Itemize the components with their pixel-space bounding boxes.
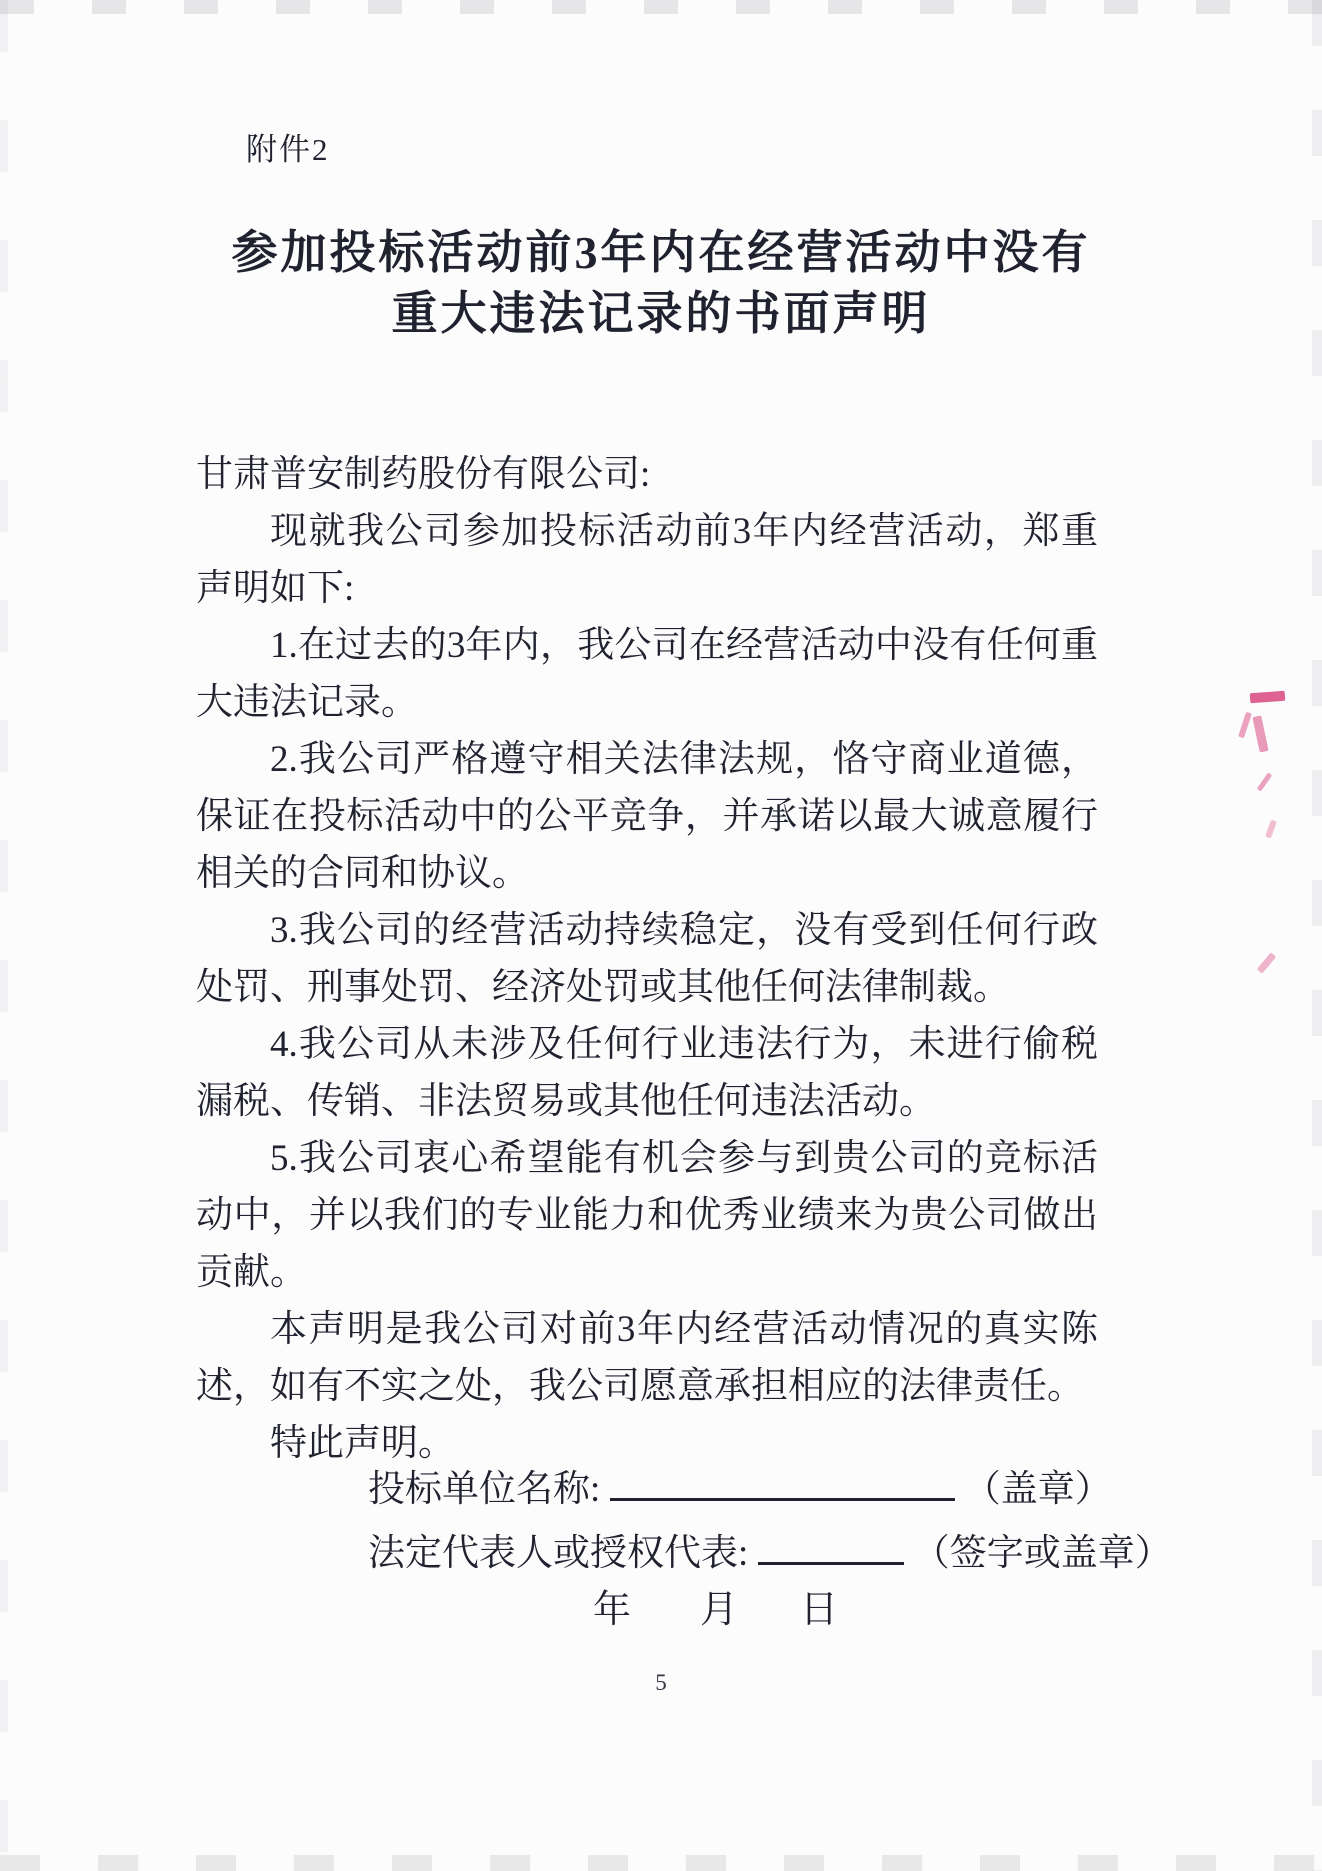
ink-mark [1252,715,1268,752]
representative-label: 法定代表人或授权代表: [368,1533,749,1574]
page-number: 5 [655,1670,667,1695]
scan-artifact-bottom [0,1855,1322,1871]
title-line-1: 参加投标活动前3年内在经营活动中没有 [231,227,1091,278]
ink-mark [1265,820,1277,839]
body-paragraph: 2.我公司严格遵守相关法律法规，恪守商业道德，保证在投标活动中的公平竞争，并承诺以最大诚意履行相关的合同和协议。 [196,739,1098,894]
ink-mark [1238,712,1252,739]
ink-mark [1250,691,1286,703]
attachment-label: 附件2 [246,132,330,167]
body-paragraph: 1.在过去的3年内，我公司在经营活动中没有任何重大违法记录。 [196,625,1098,723]
bidder-name-label: 投标单位名称: [368,1469,601,1510]
body-paragraph: 本声明是我公司对前3年内经营活动情况的真实陈述，如有不实之处，我公司愿意承担相应的法律责任。 [196,1309,1098,1407]
bidder-name-blank-line [610,1468,955,1501]
representative-blank-line [758,1532,904,1565]
ink-mark [1257,772,1273,791]
body-paragraph: 4.我公司从未涉及任何行业违法行为，未进行偷税漏税、传销、非法贸易或其他任何违法活动。 [196,1024,1098,1122]
day-label: 日 [800,1589,839,1631]
body-paragraph: 现就我公司参加投标活动前3年内经营活动，郑重声明如下: [196,511,1098,609]
seal-note: （盖章） [963,1469,1112,1510]
body-paragraph: 3.我公司的经营活动持续稳定，没有受到任何行政处罚、刑事处罚、经济处罚或其他任何法律制裁。 [196,910,1098,1008]
signature-block [368,1458,1228,1586]
year-label: 年 [593,1589,632,1631]
month-label: 月 [700,1589,739,1631]
document-title [80,222,1242,344]
bidder-name-row [368,1458,1228,1522]
sign-or-seal-note: （签字或盖章） [912,1533,1172,1574]
ink-mark [1257,952,1277,973]
salutation: 甘肃普安制药股份有限公司: [196,454,651,495]
date-line [0,1578,1322,1638]
scan-artifact-top [0,0,1322,14]
title-line-2: 重大违法记录的书面声明 [391,288,931,339]
closing-statement: 特此声明。 [270,1423,455,1464]
document-body [196,446,1098,1472]
body-paragraph: 5.我公司衷心希望能有机会参与到贵公司的竞标活动中，并以我们的专业能力和优秀业绩来为贵公司做出贡献。 [196,1138,1098,1293]
representative-row [368,1522,1228,1586]
